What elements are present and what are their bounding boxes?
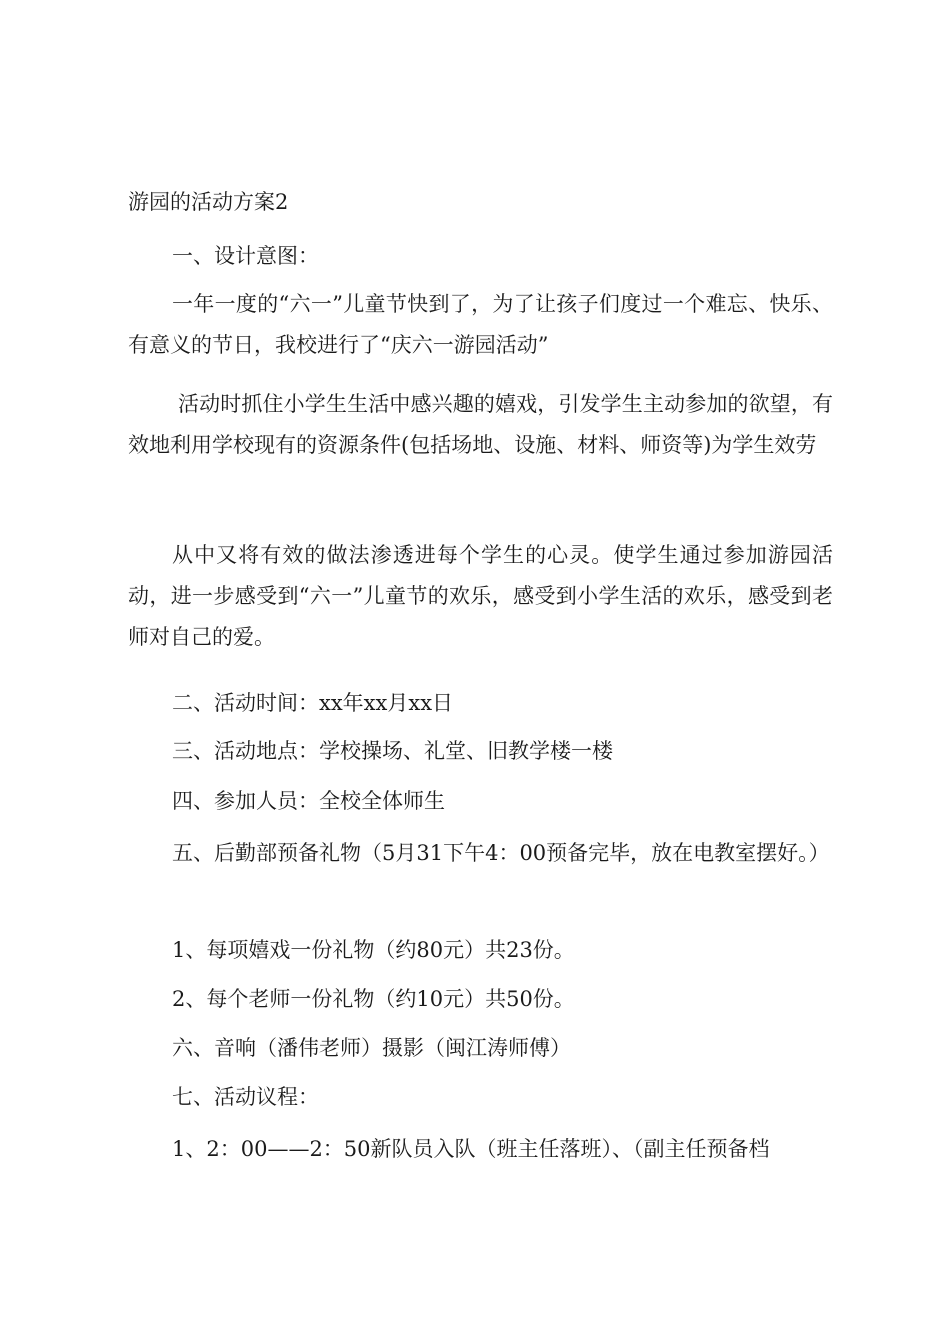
design-paragraph-1: 一年一度的“六一”儿童节快到了，为了让孩子们度过一个难忘、快乐、有意义的节日，我校进行了“庆六一游园活动”: [128, 292, 833, 357]
activity-time: 二、活动时间：xx年xx月xx日: [172, 691, 454, 715]
sound-photography: 六、音响（潘伟老师）摄影（闽江涛师傅）: [172, 1036, 571, 1060]
document-title: 游园的活动方案2: [128, 190, 289, 214]
activity-participants: 四、参加人员：全校全体师生: [172, 789, 445, 813]
logistics-gifts: 五、后勤部预备礼物（5月31下午4：00预备完毕，放在电教室摆好。）: [172, 841, 830, 865]
activity-place: 三、活动地点：学校操场、礼堂、旧教学楼一楼: [172, 739, 613, 763]
design-paragraph-2: 活动时抓住小学生生活中感兴趣的嬉戏，引发学生主动参加的欲望，有效地利用学校现有的资源条件(包括场地、设施、材料、师资等)为学生效劳: [128, 392, 833, 457]
agenda-item-1: 1、2：00——2：50新队员入队（班主任落班）、（副主任预备档: [172, 1137, 770, 1161]
gift-item-2: 2、每个老师一份礼物（约10元）共50份。: [172, 987, 575, 1011]
design-paragraph-3: 从中又将有效的做法渗透进每个学生的心灵。使学生通过参加游园活动，进一步感受到“六一”儿童节的欢乐，感受到小学生活的欢乐，感受到老师对自己的爱。: [128, 543, 833, 649]
section-design-heading: 一、设计意图：: [172, 244, 319, 268]
section-agenda-heading: 七、活动议程：: [172, 1085, 319, 1109]
gift-item-1: 1、每项嬉戏一份礼物（约80元）共23份。: [172, 938, 575, 962]
